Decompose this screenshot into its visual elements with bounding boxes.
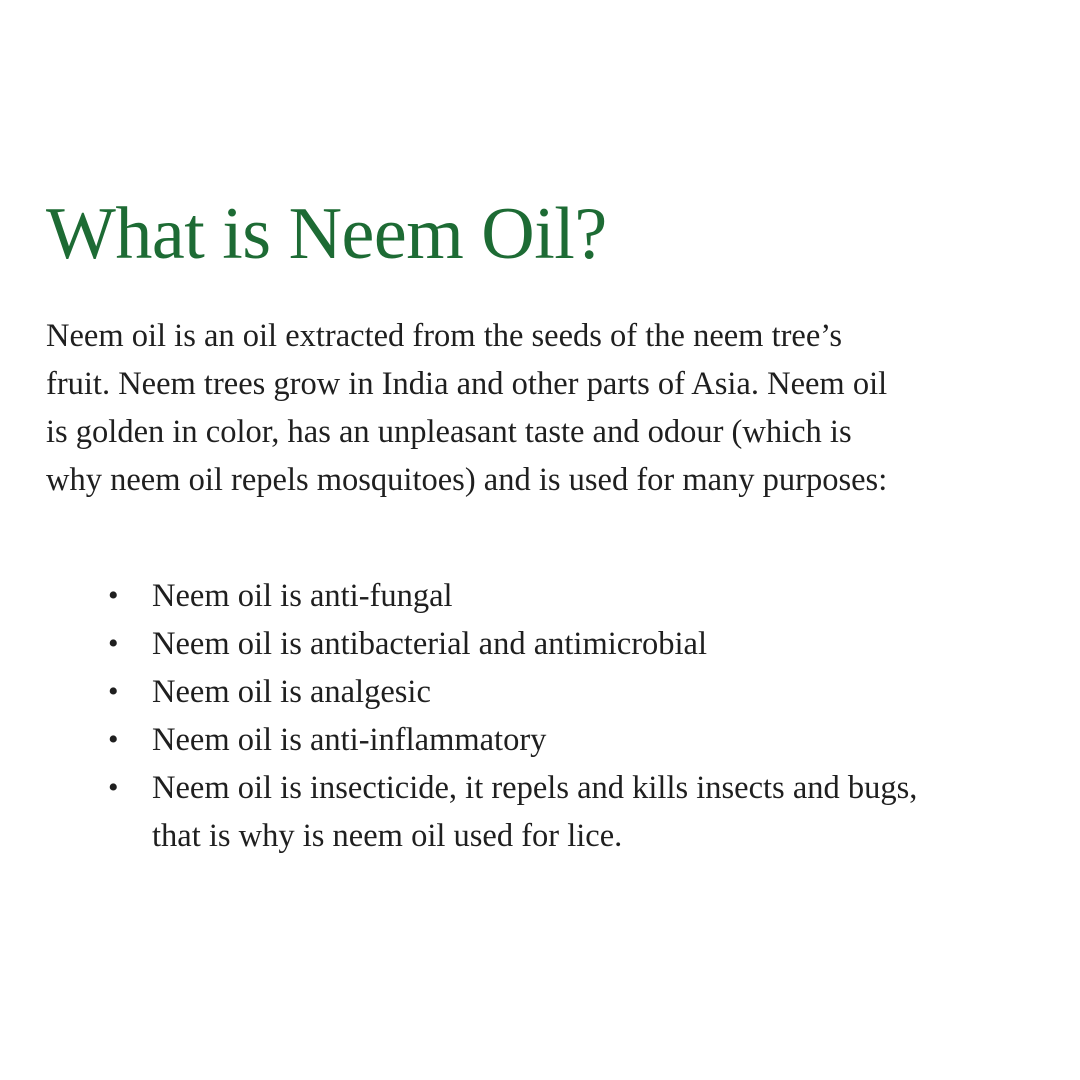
list-item (104, 620, 1064, 668)
list-item (104, 572, 1064, 620)
intro-line: fruit. Neem trees grow in India and other parts of Asia. Neem oil (46, 366, 888, 402)
benefits-list (104, 572, 1064, 860)
list-item-text: Neem oil is antibacterial and antimicrobial (152, 626, 708, 662)
list-item (104, 716, 1064, 764)
list-item-text: Neem oil is anti-fungal (152, 578, 453, 614)
bullet-icon: • (108, 675, 119, 708)
list-item-text: Neem oil is insecticide, it repels and kills insects and bugs, (152, 770, 918, 806)
intro-line: Neem oil is an oil extracted from the seeds of the neem tree’s (46, 318, 842, 354)
intro-paragraph (46, 312, 1056, 504)
list-item (104, 668, 1064, 716)
intro-line: why neem oil repels mosquitoes) and is used for many purposes: (46, 462, 888, 498)
bullet-icon: • (108, 771, 119, 804)
bullet-icon: • (108, 723, 119, 756)
list-item-text: Neem oil is anti-inflammatory (152, 722, 547, 758)
list-item-text: Neem oil is analgesic (152, 674, 431, 710)
list-item (104, 764, 1064, 860)
bullet-icon: • (108, 627, 119, 660)
intro-line: is golden in color, has an unpleasant taste and odour (which is (46, 414, 852, 450)
list-item-text: that is why is neem oil used for lice. (152, 818, 623, 854)
bullet-icon: • (108, 579, 119, 612)
page-title: What is Neem Oil? (46, 193, 607, 275)
